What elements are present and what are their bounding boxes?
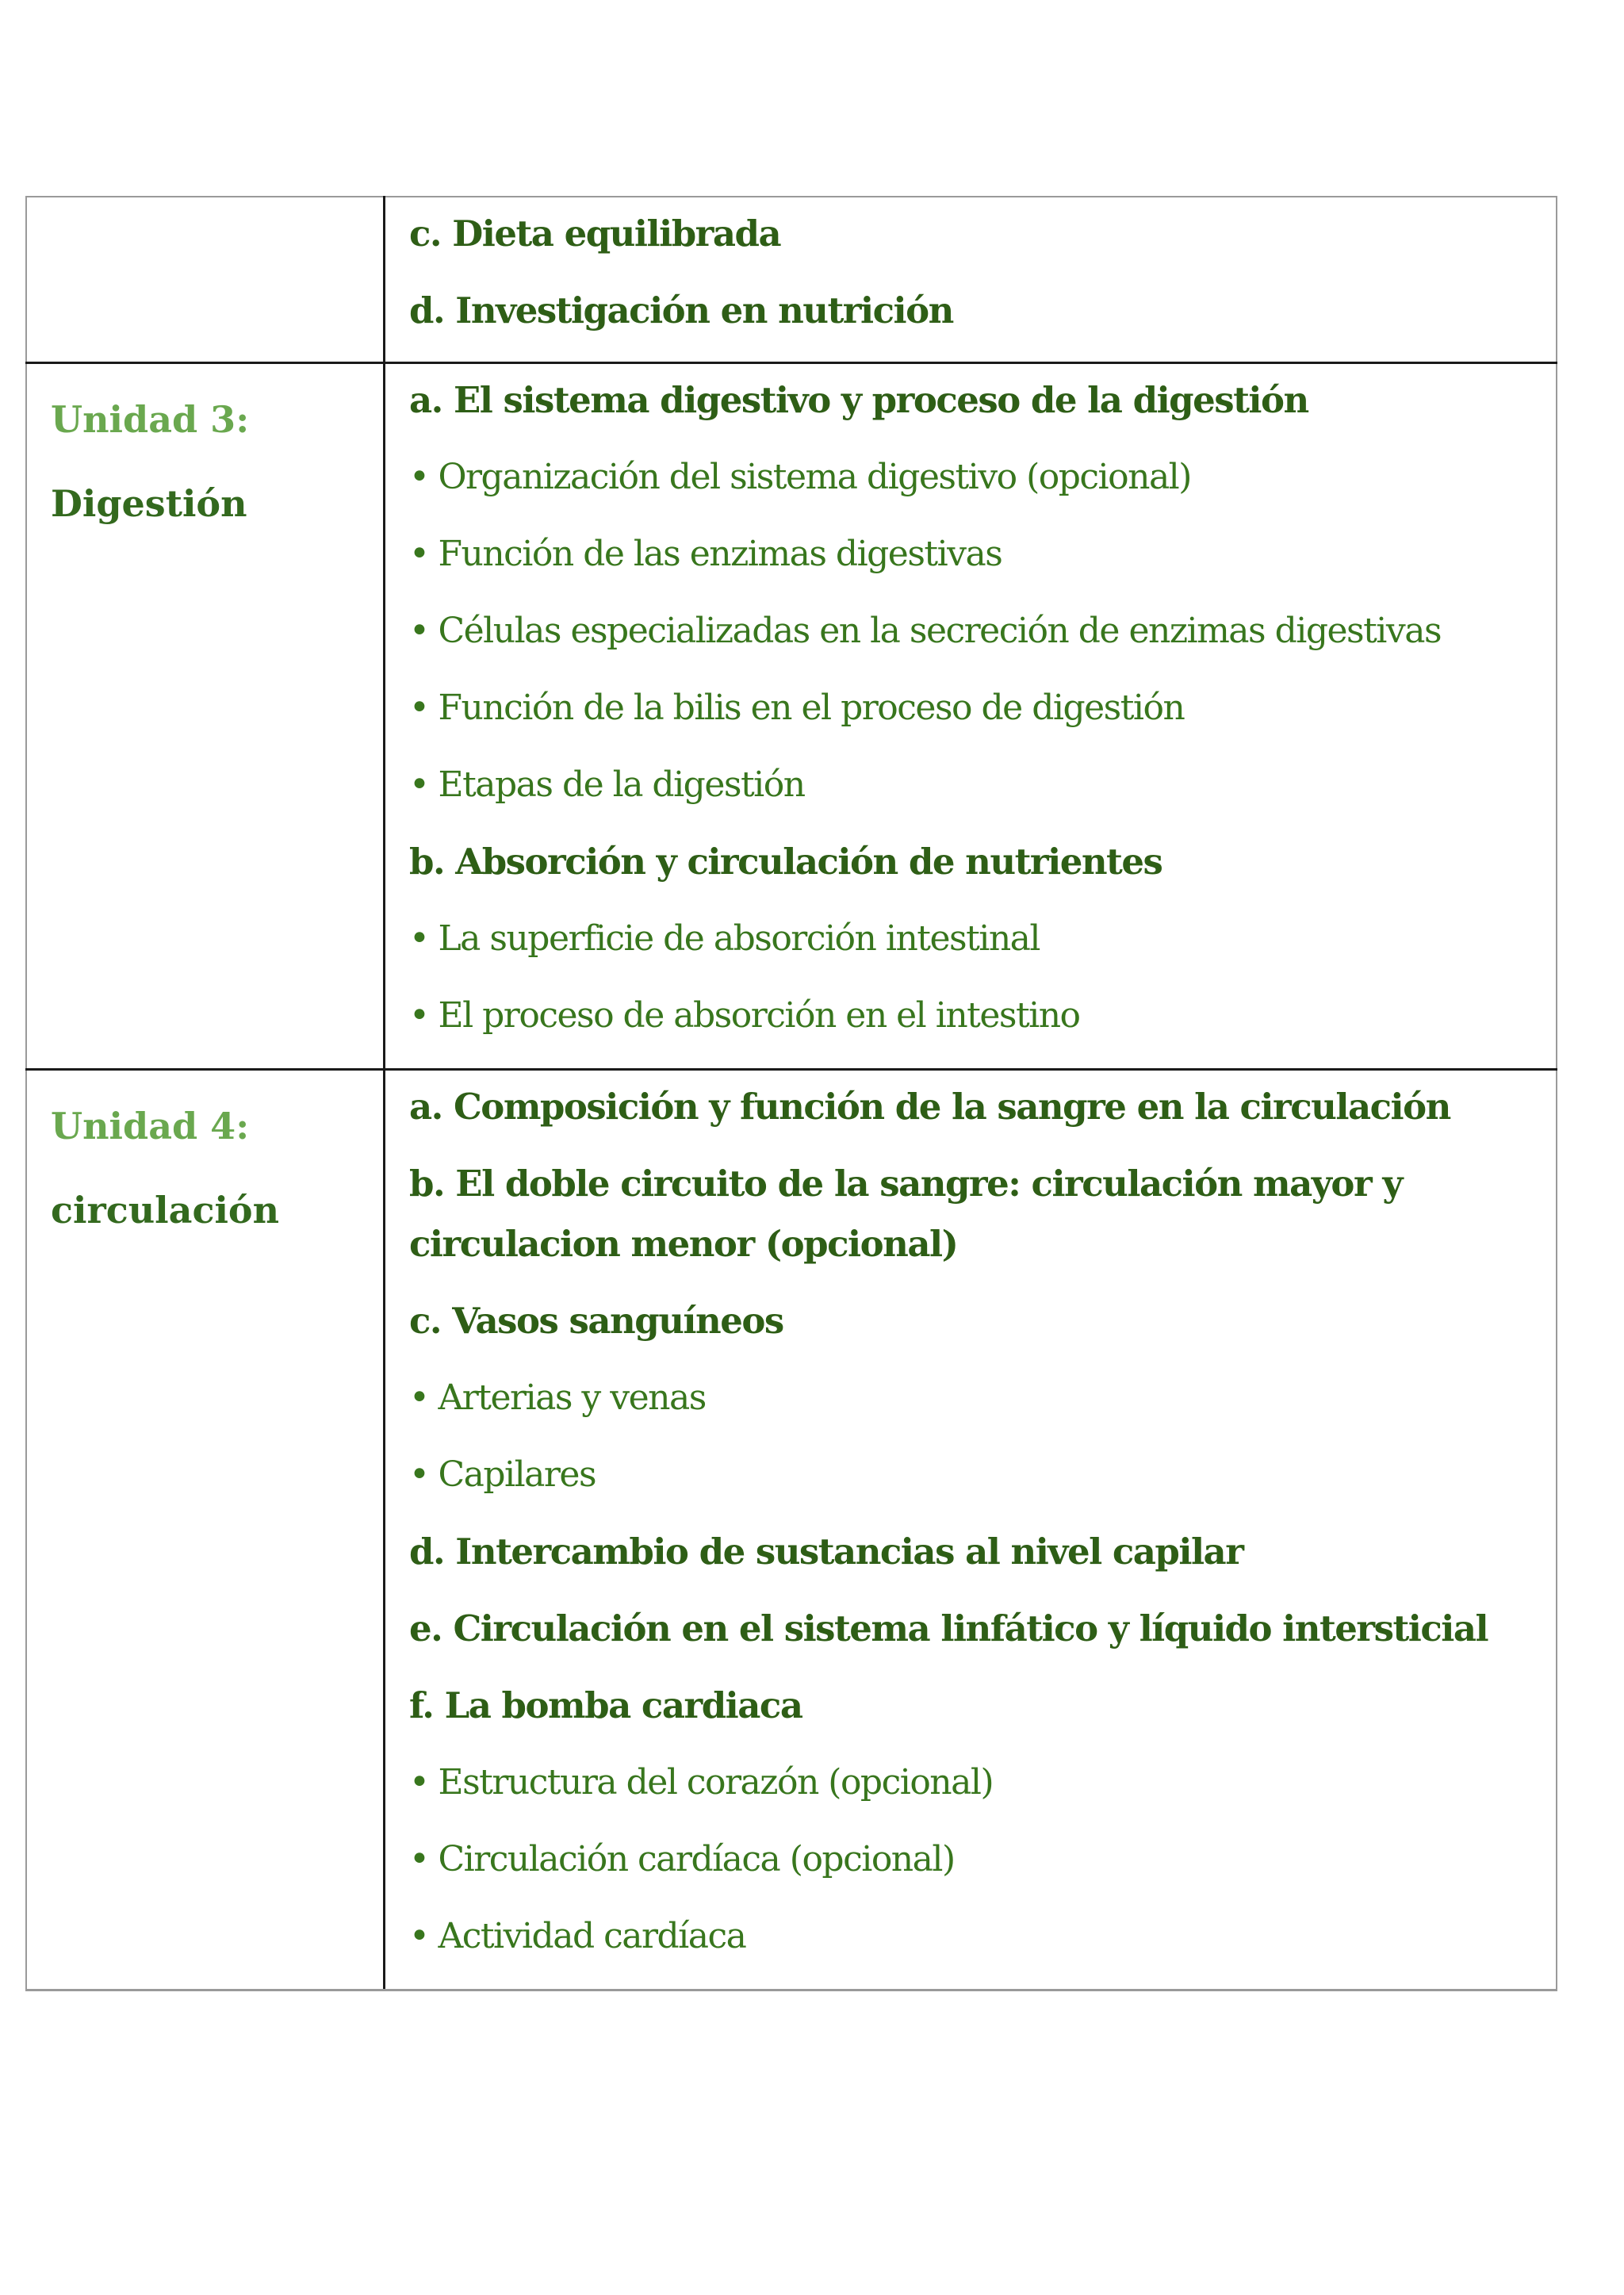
- topic-heading: b. El doble circuito de la sangre: circulación mayor y circulacion menor (opcional): [409, 1163, 1402, 1265]
- list-item: [409, 601, 1532, 661]
- content-cell: [385, 1070, 1557, 1990]
- list-item: [409, 1753, 1532, 1813]
- list-item: [409, 986, 1532, 1046]
- list-item: [409, 1906, 1532, 1967]
- list-item-text: Función de la bilis en el proceso de digestión: [438, 688, 1185, 728]
- list-item-text: La superficie de absorción intestinal: [438, 918, 1040, 959]
- list-item-text: Arterias y venas: [438, 1377, 706, 1418]
- unit-cell: [26, 1070, 385, 1990]
- unit-name: circulación: [51, 1189, 280, 1232]
- bullet-icon: •: [409, 1377, 429, 1418]
- list-item-text: Capilares: [438, 1454, 596, 1495]
- bullet-icon: •: [409, 1839, 429, 1879]
- unit-cell: [26, 197, 385, 363]
- topic-heading: e. Circulación en el sistema linfático y líquido intersticial: [409, 1607, 1488, 1649]
- bullet-icon: •: [409, 611, 429, 651]
- list-item-text: Células especializadas en la secreción de enzimas digestivas: [438, 611, 1442, 651]
- bullet-icon: •: [409, 918, 429, 959]
- list-item-text: Circulación cardíaca (opcional): [438, 1839, 955, 1879]
- bullet-icon: •: [409, 1916, 429, 1956]
- table-row: [26, 197, 1557, 363]
- list-item-text: El proceso de absorción en el intestino: [438, 995, 1080, 1036]
- topic-heading: a. El sistema digestivo y proceso de la digestión: [409, 379, 1308, 421]
- list-item: [409, 1829, 1532, 1890]
- list-item-text: Actividad cardíaca: [438, 1916, 746, 1956]
- table-row: [26, 363, 1557, 1070]
- bullet-icon: •: [409, 534, 429, 574]
- topic-heading: f. La bomba cardiaca: [409, 1684, 802, 1726]
- list-item: [409, 1368, 1532, 1428]
- topic-heading: c. Vasos sanguíneos: [409, 1300, 783, 1342]
- topic-heading: a. Composición y función de la sangre en la circulación: [409, 1086, 1450, 1128]
- bullet-icon: •: [409, 1454, 429, 1495]
- unit-name: Digestión: [51, 482, 247, 525]
- topic-heading: b. Absorción y circulación de nutrientes: [409, 841, 1162, 883]
- list-item-text: Estructura del corazón (opcional): [438, 1762, 994, 1803]
- list-item: [409, 524, 1532, 584]
- topic-heading: d. Investigación en nutrición: [409, 289, 953, 331]
- bullet-icon: •: [409, 1762, 429, 1803]
- list-item-text: Organización del sistema digestivo (opcional): [438, 457, 1191, 497]
- content-cell: [385, 197, 1557, 363]
- list-item-text: Etapas de la digestión: [438, 764, 805, 805]
- bullet-icon: •: [409, 457, 429, 497]
- list-item-text: Función de las enzimas digestivas: [438, 534, 1002, 574]
- topic-heading: d. Intercambio de sustancias al nivel capilar: [409, 1531, 1243, 1573]
- list-item: [409, 447, 1532, 508]
- list-item: [409, 755, 1532, 815]
- topic-heading: c. Dieta equilibrada: [409, 213, 781, 255]
- unit-cell: [26, 363, 385, 1070]
- unit-number: Unidad 3:: [51, 398, 250, 441]
- list-item: [409, 678, 1532, 738]
- list-item: [409, 909, 1532, 969]
- bullet-icon: •: [409, 764, 429, 805]
- unit-number: Unidad 4:: [51, 1105, 250, 1148]
- content-cell: [385, 363, 1557, 1070]
- syllabus-table: [25, 196, 1557, 1991]
- bullet-icon: •: [409, 688, 429, 728]
- list-item: [409, 1445, 1532, 1505]
- bullet-icon: •: [409, 995, 429, 1036]
- table-row: [26, 1070, 1557, 1990]
